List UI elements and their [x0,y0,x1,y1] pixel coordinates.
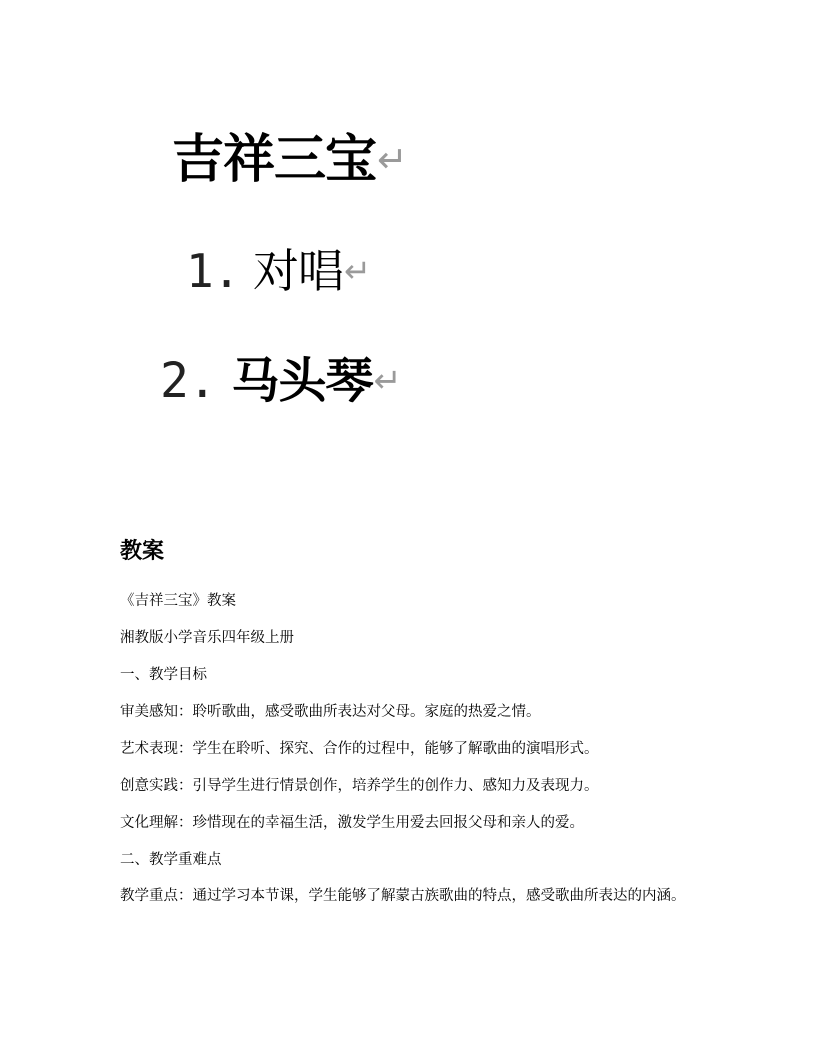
goal-aesthetic: 审美感知：聆听歌曲，感受歌曲所表达对父母。家庭的热爱之情。 [120,704,541,720]
goals-heading: 一、教学目标 [120,667,207,683]
lesson-plan [120,536,710,921]
slide-item-1 [186,244,370,298]
section-heading: 教案 [120,539,165,564]
key-points-heading: 二、教学重难点 [120,852,222,868]
paragraph-mark-icon: ↵ [344,252,370,291]
slide-title-line [172,130,407,190]
goal-creative: 创意实践：引导学生进行情景创作，培养学生的创作力、感知力及表现力。 [120,778,599,794]
slide-item-label: 马头琴 [231,353,373,409]
doc-title: 《吉祥三宝》教案 [120,593,236,609]
goal-culture: 文化理解：珍惜现在的幸福生活，激发学生用爱去回报父母和亲人的爱。 [120,815,584,831]
goal-performance: 艺术表现：学生在聆听、探究、合作的过程中，能够了解歌曲的演唱形式。 [120,741,599,757]
paragraph-mark-icon: ↵ [377,137,407,181]
key-point-text: 教学重点：通过学习本节课，学生能够了解蒙古族歌曲的特点，感受歌曲所表达的内涵。 [120,888,686,904]
textbook-edition: 湘教版小学音乐四年级上册 [120,630,294,646]
slide-item-number: 2. [160,353,216,409]
slide-title: 吉祥三宝 [172,130,377,190]
slide-item-2 [160,353,401,409]
paragraph-mark-icon: ↵ [373,360,401,400]
slide-item-label: 对唱 [253,244,344,298]
slide-image [0,0,816,460]
slide-item-number: 1. [186,244,240,298]
